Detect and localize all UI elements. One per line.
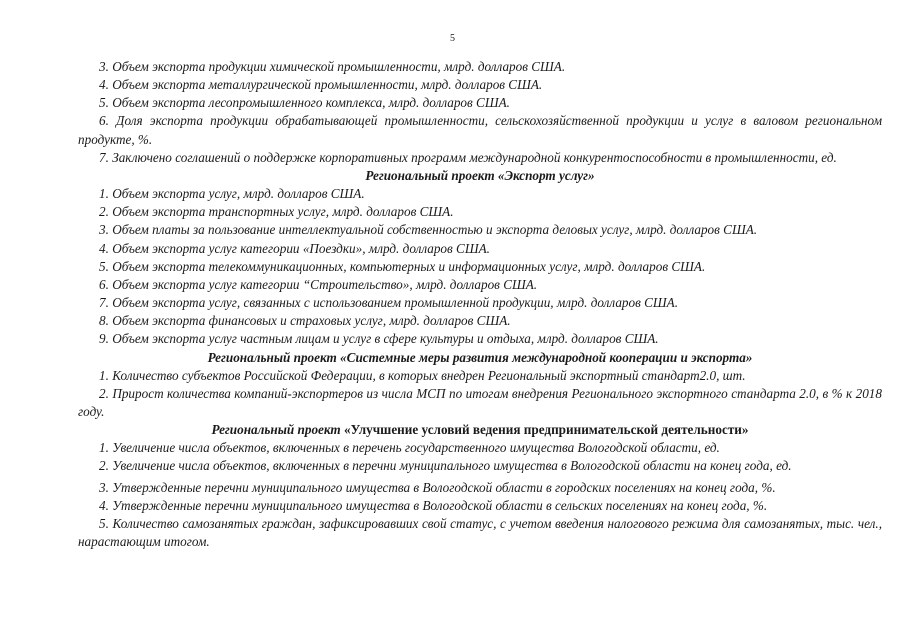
- list-item: 4. Объем экспорта услуг категории «Поездки», млрд. долларов США.: [99, 240, 490, 256]
- section-title: Региональный проект «Системные меры развития международной кооперации и экспорта»: [207, 349, 753, 365]
- list-item: 6. Доля экспорта продукции обрабатывающей промышленности, сельскохозяйственной продукции и услуг в валовом региональном продукте, %.: [78, 113, 882, 147]
- list-item: 8. Объем экспорта финансовых и страховых услуг, млрд. долларов США.: [99, 313, 511, 329]
- section-title-tail: «Улучшение условий ведения предпринимательской деятельности»: [343, 422, 749, 438]
- list-item: 4. Объем экспорта металлургической промышленности, млрд. долларов США.: [99, 77, 543, 93]
- section-title-prefix: Региональный проект: [211, 422, 344, 438]
- page-number: 5: [450, 33, 455, 44]
- section-intro: [78, 58, 882, 167]
- list-item: 3. Объем платы за пользование интеллектуальной собственностью и экспорта деловых услуг, млрд. долларов США.: [99, 222, 758, 238]
- list-item: 5. Объем экспорта лесопромышленного комплекса, млрд. долларов США.: [99, 95, 510, 111]
- list-item: 2. Прирост количества компаний-экспортеров из числа МСП по итогам внедрения Регионального экспортного стандарта 2.0, в % к 2018 году.: [78, 385, 882, 419]
- list-item: 7. Объем экспорта услуг, связанных с использованием промышленной продукции, млрд. долларов США.: [99, 295, 679, 311]
- list-item: 7. Заключено соглашений о поддержке корпоративных программ международной конкурентоспособности в промышленности, ед.: [99, 149, 837, 165]
- list-item: 5. Количество самозанятых граждан, зафиксировавших свой статус, с учетом введения налогового режима для самозанятых, тыс. чел., нарастающим итогом.: [78, 515, 882, 550]
- list-item: 1. Объем экспорта услуг, млрд. долларов США.: [99, 186, 365, 202]
- list-item: 6. Объем экспорта услуг категории “Строительство», млрд. долларов США.: [99, 276, 538, 292]
- list-item: 3. Утвержденные перечни муниципального имущества в Вологодской области в городских поселениях на конец года, %.: [99, 479, 776, 495]
- list-item: 1. Количество субъектов Российской Федерации, в которых внедрен Региональный экспортный стандарт2.0, шт.: [99, 367, 746, 383]
- section-business-conditions: [78, 421, 882, 551]
- list-item: 2. Объем экспорта транспортных услуг, млрд. долларов США.: [99, 204, 454, 220]
- section-title: [78, 421, 882, 439]
- list-item: 3. Объем экспорта продукции химической промышленности, млрд. долларов США.: [99, 59, 566, 74]
- list-item: 4. Утвержденные перечни муниципального имущества в Вологодской области в сельских поселениях на конец года, %.: [99, 497, 768, 513]
- section-title: Региональный проект «Экспорт услуг»: [365, 167, 595, 183]
- list-item: 2. Увеличение числа объектов, включенных в перечни муниципального имущества в Вологодской области на конец года, ед.: [99, 458, 792, 474]
- list-item: 1. Увеличение числа объектов, включенных в перечень государственного имущества Вологодской области, ед.: [99, 440, 720, 456]
- section-cooperation: [78, 349, 882, 422]
- document-body: [78, 58, 882, 551]
- list-item: 5. Объем экспорта телекоммуникационных, компьютерных и информационных услуг, млрд. долларов США.: [99, 258, 706, 274]
- section-export-services: [78, 167, 882, 349]
- list-item: 9. Объем экспорта услуг частным лицам и услуг в сфере культуры и отдыха, млрд. долларов США.: [99, 331, 659, 347]
